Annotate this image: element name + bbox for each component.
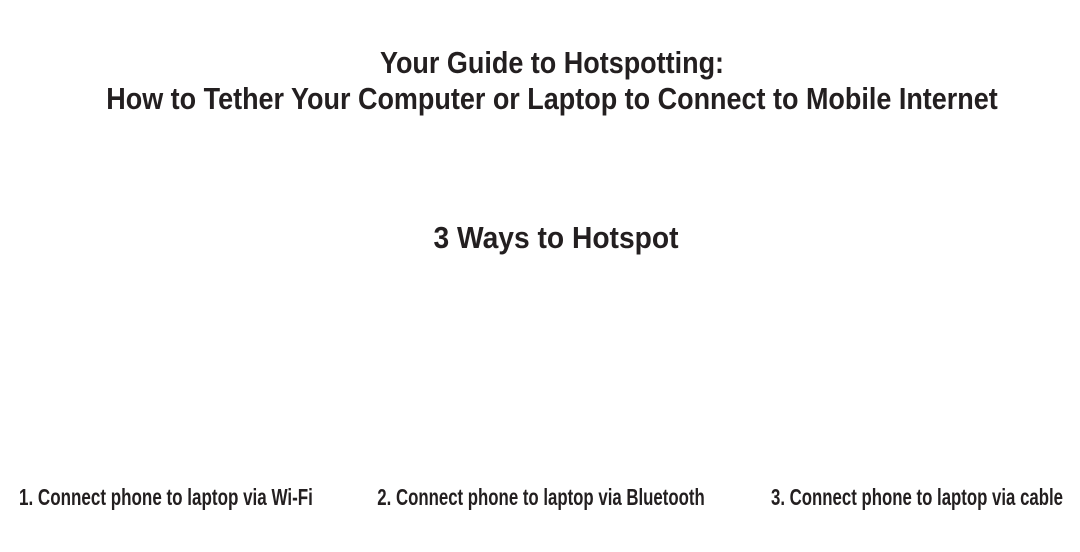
method-label-cable: 3. Connect phone to laptop via cable [771,484,1063,510]
page-title [82,45,1022,117]
method-label-wifi: 1. Connect phone to laptop via Wi-Fi [19,484,313,510]
page-title-line-1: Your Guide to Hotspotting: [379,45,725,80]
page-title-line-2: How to Tether Your Computer or Laptop to Connect to Mobile Internet [106,81,998,116]
section-heading: 3 Ways to Hotspot [433,220,679,255]
method-label-bluetooth: 2. Connect phone to laptop via Bluetooth [377,484,705,510]
